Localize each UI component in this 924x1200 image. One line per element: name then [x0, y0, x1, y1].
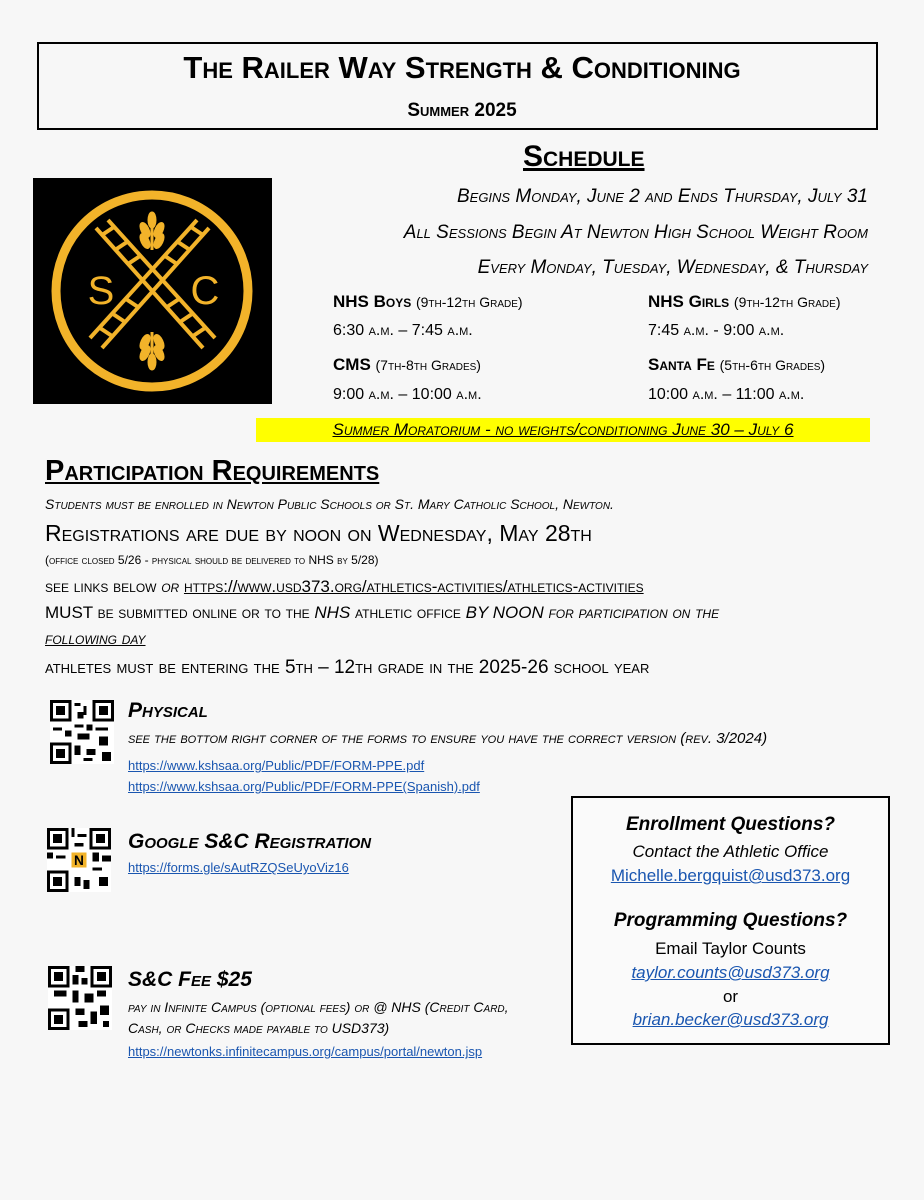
- submit-text: athletic office: [355, 603, 461, 622]
- registration-link[interactable]: https://forms.gle/sAutRZQSeUyoViz16: [128, 860, 349, 875]
- qr-code-icon: [48, 966, 112, 1030]
- registration-due: Registrations are due by noon on Wednesday, May 28th: [45, 520, 592, 546]
- taylor-email-link[interactable]: taylor.counts@usd373.org: [631, 963, 830, 982]
- grade-line: athletes must be entering the 5th – 12th grade in the 2025-26 school year: [45, 657, 650, 678]
- enrollment-email-link[interactable]: Michelle.bergquist@usd373.org: [610, 866, 851, 885]
- physical-form-spanish-link[interactable]: https://www.kshsaa.org/Public/PDF/FORM-PPE(Spanish).pdf: [128, 779, 480, 794]
- or-text: or: [722, 987, 739, 1006]
- enrollment-note: Students must be enrolled in Newton Public Schools or St. Mary Catholic School, Newton.: [45, 496, 614, 512]
- logo-letter-s: S: [87, 269, 115, 313]
- fee-desc-line1: pay in Infinite Campus (optional fees) or @ NHS (Credit Card,: [128, 999, 509, 1015]
- sc-logo: [33, 178, 272, 404]
- contact-box: [571, 796, 890, 1045]
- schedule-days: Every Monday, Tuesday, Wednesday, & Thursday: [477, 257, 868, 278]
- logo-letter-c: C: [190, 269, 220, 313]
- qr-code-icon: [50, 700, 114, 764]
- following-day: following day: [45, 629, 146, 648]
- programming-questions-text: Email Taylor Counts: [655, 939, 806, 958]
- fee-title: S&C Fee $25: [128, 968, 252, 991]
- infinite-campus-link[interactable]: https://newtonks.infinitecampus.org/campus/portal/newton.jsp: [128, 1044, 483, 1059]
- moratorium-banner: Summer Moratorium - no weights/conditioning June 30 – July 6: [256, 418, 870, 442]
- links-line: [45, 577, 644, 597]
- registration-qr-code[interactable]: [47, 828, 111, 892]
- group-nhs-boys: [333, 292, 523, 312]
- qr-code-icon: [47, 828, 111, 892]
- submit-line: [45, 603, 885, 623]
- schedule-heading: Schedule: [523, 140, 645, 173]
- office-note: (office closed 5/26 - physical should be delivered to NHS by 5/28): [45, 553, 379, 567]
- group-time: 7:45 a.m. - 9:00 a.m.: [648, 322, 785, 339]
- group-name: NHS Boys: [333, 292, 412, 311]
- submit-nhs: NHS: [314, 603, 351, 622]
- group-time: 6:30 a.m. – 7:45 a.m.: [333, 322, 473, 339]
- group-time: 9:00 a.m. – 10:00 a.m.: [333, 386, 482, 403]
- links-or: or: [161, 577, 180, 596]
- page-title: The Railer Way Strength & Conditioning: [183, 50, 741, 85]
- group-name: NHS Girls: [648, 292, 730, 311]
- group-grade: (9th-12th Grade): [415, 294, 523, 310]
- group-cms: [333, 355, 481, 375]
- page-subtitle: Summer 2025: [407, 100, 517, 121]
- schedule-dates: Begins Monday, June 2 and Ends Thursday, July 31: [456, 186, 868, 207]
- group-santa-fe: [648, 355, 825, 375]
- registration-title: Google S&C Registration: [128, 830, 372, 853]
- svg-text:N: N: [74, 853, 84, 869]
- submit-by-noon: BY NOON: [465, 603, 544, 622]
- enrollment-questions-text: Contact the Athletic Office: [632, 842, 829, 861]
- physical-form-link[interactable]: https://www.kshsaa.org/Public/PDF/FORM-PPE.pdf: [128, 758, 425, 773]
- schedule-location: All Sessions Begin At Newton High School Weight Room: [403, 222, 868, 243]
- athletics-link[interactable]: https://www.usd373.org/athletics-activities/athletics-activities: [183, 577, 644, 596]
- group-grade: (9th-12th Grade): [733, 294, 841, 310]
- brian-email-link[interactable]: brian.becker@usd373.org: [632, 1010, 829, 1029]
- group-time: 10:00 a.m. – 11:00 a.m.: [648, 386, 805, 403]
- submit-text: for participation on the: [548, 603, 720, 622]
- group-name: Santa Fe: [648, 355, 715, 374]
- sc-logo-graphic: [33, 178, 272, 404]
- group-grade: (5th-6th Grades): [719, 357, 826, 373]
- group-name: CMS: [333, 355, 371, 374]
- fee-qr-code[interactable]: [48, 966, 112, 1030]
- programming-questions-heading: Programming Questions?: [613, 910, 848, 931]
- group-nhs-girls: [648, 292, 841, 312]
- fee-desc-line2: Cash, or Checks made payable to USD373): [128, 1020, 390, 1036]
- physical-desc: see the bottom right corner of the forms to ensure you have the correct version (rev. 3/2024): [128, 730, 768, 747]
- links-prefix: see links below: [45, 577, 157, 596]
- submit-text: MUST be submitted online or to the: [45, 603, 310, 622]
- physical-title: Physical: [128, 699, 208, 722]
- physical-qr-code[interactable]: [50, 700, 114, 764]
- participation-heading: Participation Requirements: [45, 455, 380, 487]
- enrollment-questions-heading: Enrollment Questions?: [625, 814, 836, 835]
- group-grade: (7th-8th Grades): [375, 357, 481, 373]
